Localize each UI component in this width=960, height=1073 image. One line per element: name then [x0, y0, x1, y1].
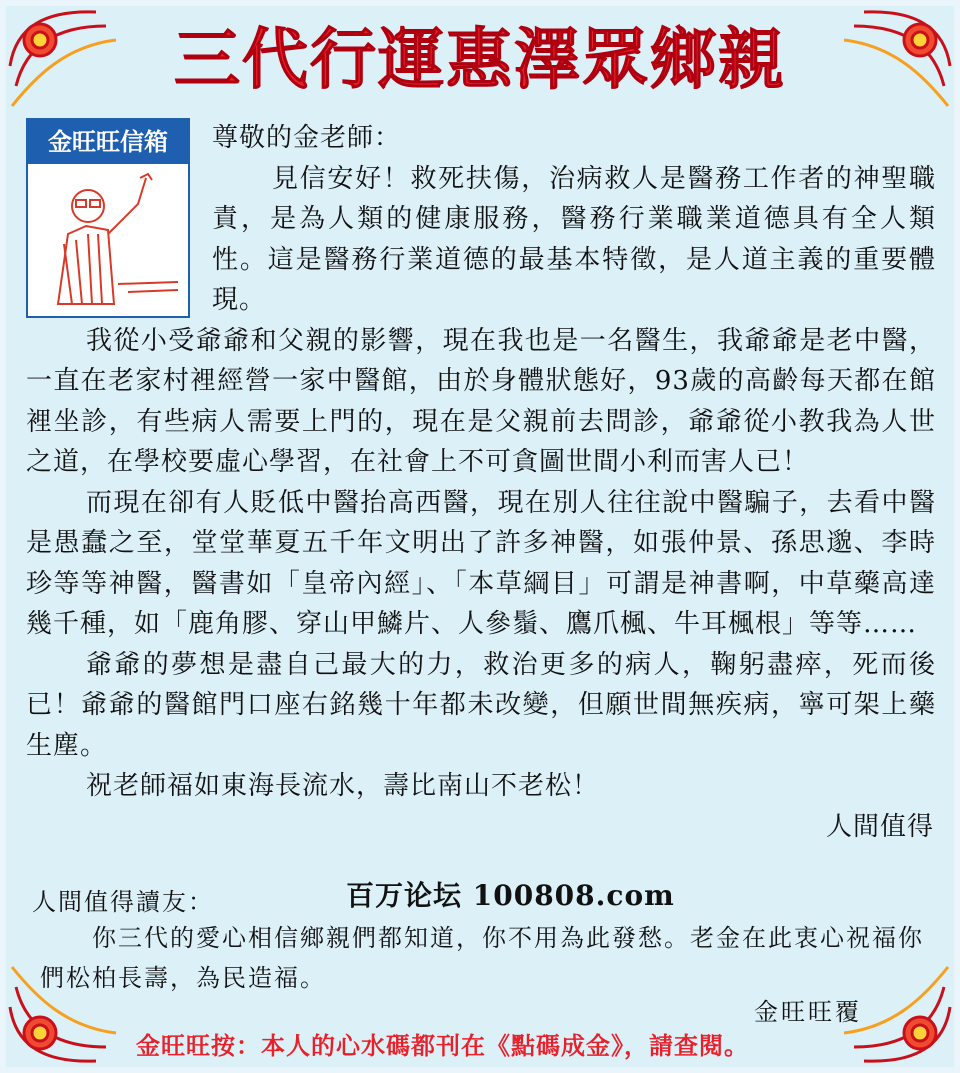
forum-watermark: 百万论坛 100808.com — [346, 879, 675, 912]
letter-paragraph: 見信安好！救死扶傷，治病救人是醫務工作者的神聖職責，是為人類的健康服務，醫務行業職業道德具有全人類性。這是醫務行業道德的最基本特徵，是人道主義的重要體現。 — [212, 163, 936, 315]
reply-body — [40, 918, 930, 998]
reply-signature: 金旺旺覆 — [754, 998, 862, 1026]
footer-note: 金旺旺按：本人的心水碼都刊在《點碼成金》，請查閱。 — [136, 1032, 749, 1060]
letter-paragraph: 爺爺的夢想是盡自己最大的力，救治更多的病人，鞠躬盡瘁，死而後已！爺爺的醫館門口座右銘幾十年都未改變，但願世間無疾病，寧可架上藥生塵。 — [26, 649, 936, 761]
letter-signature: 人間值得 — [825, 811, 934, 842]
reader-letter — [26, 118, 936, 847]
reply-heading: 人間值得讀友： — [32, 888, 214, 916]
page-title: 三代行運惠澤眾鄉親 — [174, 21, 786, 98]
column-label: 金旺旺信箱 — [28, 120, 188, 164]
corner-ornament-top-left — [6, 6, 126, 116]
letter-salutation: 尊敬的金老師： — [212, 123, 402, 153]
reply-paragraph: 你三代的愛心相信鄉親們都知道，你不用為此發愁。老金在此衷心祝福你們松柏長壽，為民造福。 — [40, 924, 924, 992]
letter-paragraph: 我從小受爺爺和父親的影響，現在我也是一名醫生，我爺爺是老中醫，一直在老家村裡經營一家中醫館，由於身體狀態好，93歲的高齡每天都在館裡坐診，有些病人需要上門的，現在是父親前去問診，爺爺從小教我為人世之道，在學校要虛心學習，在社會上不可貪圖世間小利而害人已！ — [26, 325, 936, 477]
letter-paragraph: 祝老師福如東海長流水，壽比南山不老松！ — [86, 771, 600, 801]
letter-paragraph: 而現在卻有人貶低中醫抬高西醫，現在別人往往說中醫騙子，去看中醫是愚蠢之至，堂堂華夏五千年文明出了許多神醫，如張仲景、孫思邈、李時珍等等神醫，醫書如「皇帝內經」、「本草綱目」可謂是神書啊，中草藥高達幾千種，如「鹿角膠、穿山甲鱗片、人參鬚、鷹爪楓、牛耳楓根」等等…… — [26, 487, 936, 639]
corner-ornament-top-right — [834, 6, 954, 116]
